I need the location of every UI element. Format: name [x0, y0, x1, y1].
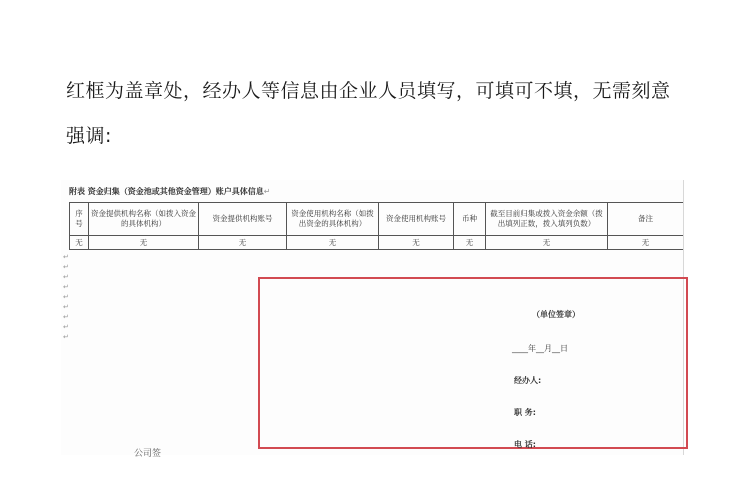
paragraph-mark-icon: ↵: [263, 187, 271, 196]
paragraph-mark-icon: ↵: [63, 283, 69, 291]
caption-line-2: 强调:: [66, 125, 112, 147]
table-cell: 无: [486, 236, 608, 250]
table-cell: 无: [379, 236, 454, 250]
table-cell: 无: [70, 236, 89, 250]
table-row: [70, 236, 684, 250]
paragraph-mark-icon: ↵: [63, 263, 69, 271]
position-label: 职 务:: [514, 408, 536, 417]
header-provider-account: 资金提供机构账号: [199, 203, 287, 236]
paragraph-mark-icon: ↵: [63, 273, 69, 281]
header-index: 序号: [70, 203, 89, 236]
header-remark: 备注: [608, 203, 684, 236]
date-line: ____年__月__日: [512, 344, 568, 353]
phone-label: 电 话:: [514, 440, 536, 449]
paragraph-mark-icon: ↵: [63, 293, 69, 301]
seal-label: （单位签章）: [532, 310, 580, 319]
paragraph-mark-icon: ↵: [63, 323, 69, 331]
table-cell: 无: [199, 236, 287, 250]
header-user-account: 资金使用机构账号: [379, 203, 454, 236]
stamp-area-highlight: [258, 277, 688, 449]
table-cell: 无: [454, 236, 486, 250]
header-currency: 币种: [454, 203, 486, 236]
document-title: 附表 资金归集（资金池或其他资金管理）账户具体信息↵: [69, 187, 271, 196]
header-provider-name: 资金提供机构名称（如拨入资金的具体机构）: [89, 203, 199, 236]
table-cell: 无: [287, 236, 379, 250]
paragraph-mark-icon: ↵: [63, 333, 69, 341]
footer-text-fragment: 公司签: [134, 449, 162, 459]
paragraph-mark-icon: ↵: [63, 303, 69, 311]
paragraph-mark-icon: ↵: [63, 253, 69, 261]
caption-line-1: 红框为盖章处，经办人等信息由企业人员填写，可填可不填，无需刻意: [66, 80, 671, 102]
table-header-row: [70, 203, 684, 236]
header-user-name: 资金使用机构名称（如拨出资金的具体机构）: [287, 203, 379, 236]
header-balance: 截至目前归集或拨入资金余额（拨出填列正数，拨入填列负数）: [486, 203, 608, 236]
account-info-table: [69, 202, 684, 250]
paragraph-mark-icon: ↵: [63, 313, 69, 321]
handler-label: 经办人:: [514, 376, 542, 385]
table-cell: 无: [89, 236, 199, 250]
table-cell: 无: [608, 236, 684, 250]
paragraph-marks-column: [63, 252, 71, 342]
